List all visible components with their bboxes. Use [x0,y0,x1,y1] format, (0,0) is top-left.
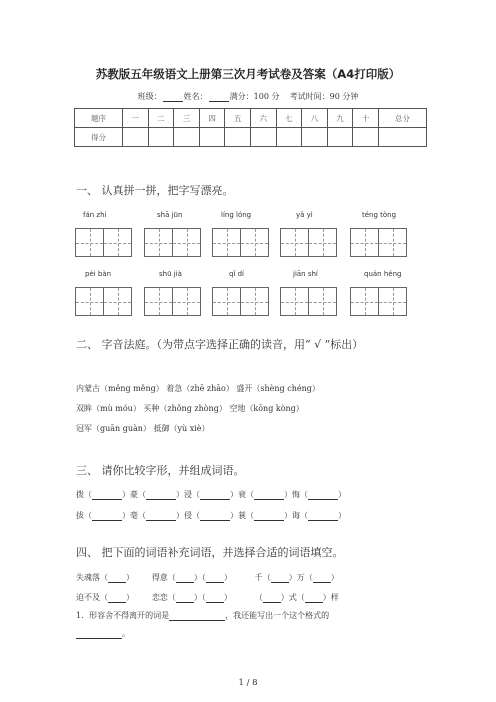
section1-heading: 一、 认真拼一拼，把字写漂亮。 [76,184,234,197]
pronunciation-line: 双眸（mù móu） 买种（zhǒng zhòng） 空地（kōng kòng） [76,404,304,413]
answer-blank[interactable] [313,575,331,583]
score-cell[interactable] [148,128,174,147]
exam-info [0,91,496,102]
score-header-cell: 八 [302,109,328,128]
idiom-text: 恋恋（ [151,593,176,602]
section4-heading: 四、 把下面的词语补充词语，并选择合适的词语填空。 [76,546,344,559]
score-header-cell: 六 [250,109,276,128]
answer-blank[interactable] [92,513,122,521]
score-cell[interactable] [123,128,149,147]
writing-grid[interactable] [280,287,337,316]
writing-grid[interactable] [75,287,132,316]
class-label: 班级： [137,92,162,101]
answer-blank[interactable] [308,492,338,500]
score-header-row [75,109,427,128]
question-text: 。 [122,629,130,638]
char: 毫 [130,511,138,520]
score-cell[interactable] [353,128,379,147]
idiom-text: ）万（ [288,573,313,582]
pinyin: fán zhí [83,211,107,219]
score-table [74,108,427,147]
pinyin: quán héng [364,270,402,278]
answer-blank[interactable] [271,575,289,583]
score-cell[interactable] [302,128,328,147]
time-label: 考试时间：90 分钟 [289,92,359,101]
writing-grid[interactable] [212,287,269,316]
score-row [75,128,427,147]
pronunciation-line: 冠军（guān guàn） 抵御（yù xiè） [76,424,210,433]
name-blank [209,94,229,102]
score-cell[interactable] [379,128,427,147]
writing-grid[interactable] [144,287,201,316]
pinyin: qǐ dí [229,270,245,278]
writing-grid[interactable] [350,228,407,257]
pinyin: shā jūn [157,211,183,219]
idiom-text: ）（ [193,573,206,582]
writing-grid[interactable] [212,228,269,257]
score-cell[interactable] [199,128,225,147]
pronunciation-line: 内蒙古（měng měng） 着急（zhē zhāo） 盛开（shèng chéng） [76,384,320,393]
answer-blank[interactable] [169,613,225,621]
score-header-cell: 七 [276,109,302,128]
answer-blank[interactable] [305,595,323,603]
score-header-cell: 四 [199,109,225,128]
class-blank [163,94,183,102]
score-header-cell: 二 [148,109,174,128]
char: 拔 [76,511,84,520]
answer-blank[interactable] [200,513,230,521]
answer-blank[interactable] [254,492,284,500]
idiom-text: ）式（ [280,593,305,602]
idiom-text: ） [330,573,339,582]
score-header-cell: 一 [123,109,149,128]
idiom-line [76,592,339,603]
answer-blank[interactable] [176,575,194,583]
idiom-text: 千（ [254,573,271,582]
idiom-text: 迫不及（ [76,593,108,602]
char: 浸 [184,490,192,499]
pinyin: pèi bàn [85,270,112,278]
answer-blank[interactable] [254,513,284,521]
score-cell[interactable] [327,128,353,147]
score-header-cell: 九 [327,109,353,128]
idiom-text: ） [126,593,134,602]
idiom-text: ） [223,593,232,602]
char: 衰 [238,490,246,499]
question-text: 1．形容舍不得离开的词是 [76,611,170,620]
answer-blank[interactable] [308,513,338,521]
score-header-cell: 三 [174,109,200,128]
char: 蓑 [238,511,246,520]
pinyin: shū jià [159,270,182,278]
word-compare-line: 拨（ ）豪（ ）浸（ ）衰（ ）悔（ ） [76,490,346,499]
pinyin: yǎ yì [296,211,313,219]
score-cell[interactable] [250,128,276,147]
score-header-cell: 题序 [75,109,123,128]
writing-grid[interactable] [280,228,337,257]
idiom-text: （ [254,593,263,602]
pinyin: líng lóng [221,211,252,219]
score-row-label: 得分 [75,128,123,147]
idiom-text: ）样 [322,593,339,602]
pinyin: téng tòng [362,211,397,219]
idiom-text: ） [223,573,232,582]
name-label: 姓名： [183,92,208,101]
section2-heading: 二、 字音法庭。（为带点字选择正确的读音，用“ √ ”标出） [76,338,364,351]
answer-blank[interactable] [146,513,176,521]
answer-blank[interactable] [206,595,224,603]
score-cell[interactable] [174,128,200,147]
answer-blank[interactable] [108,575,126,583]
score-label: 满分：100 分 [229,92,280,101]
page-number: 1 / 8 [238,678,258,688]
idiom-text: 得意（ [151,573,176,582]
writing-grid[interactable] [75,228,132,257]
char: 拨 [76,490,84,499]
answer-blank[interactable] [263,595,281,603]
section3-heading: 三、 请你比较字形，并组成词语。 [76,464,245,477]
score-header-cell: 总分 [379,109,427,128]
word-compare-line: 拔（ ）毫（ ）侵（ ）蓑（ ）诲（ ） [76,511,346,520]
idiom-text: ） [126,573,134,582]
idiom-text: ）（ [193,593,206,602]
question-line [76,628,130,639]
question-text: ，我还能写出一个这个格式的 [225,611,330,620]
score-cell[interactable] [225,128,251,147]
exam-title: 苏教版五年级语文上册第三次月考试卷及答案（A4打印版） [95,67,401,81]
score-header-cell: 十 [353,109,379,128]
idiom-line [76,572,339,583]
answer-blank[interactable] [206,575,224,583]
idiom-text: 失魂落（ [76,573,108,582]
writing-grid[interactable] [350,287,407,316]
writing-grid[interactable] [144,228,201,257]
answer-blank[interactable] [146,492,176,500]
char: 豪 [130,490,138,499]
char: 悔 [292,490,300,499]
char: 诲 [292,511,300,520]
answer-blank[interactable] [200,492,230,500]
score-cell[interactable] [276,128,302,147]
question-line [76,610,329,621]
answer-blank[interactable] [108,595,126,603]
score-header-cell: 五 [225,109,251,128]
answer-blank[interactable] [92,492,122,500]
answer-blank[interactable] [176,595,194,603]
pinyin: jiān shí [293,270,318,278]
char: 侵 [184,511,192,520]
answer-blank[interactable] [76,631,122,639]
